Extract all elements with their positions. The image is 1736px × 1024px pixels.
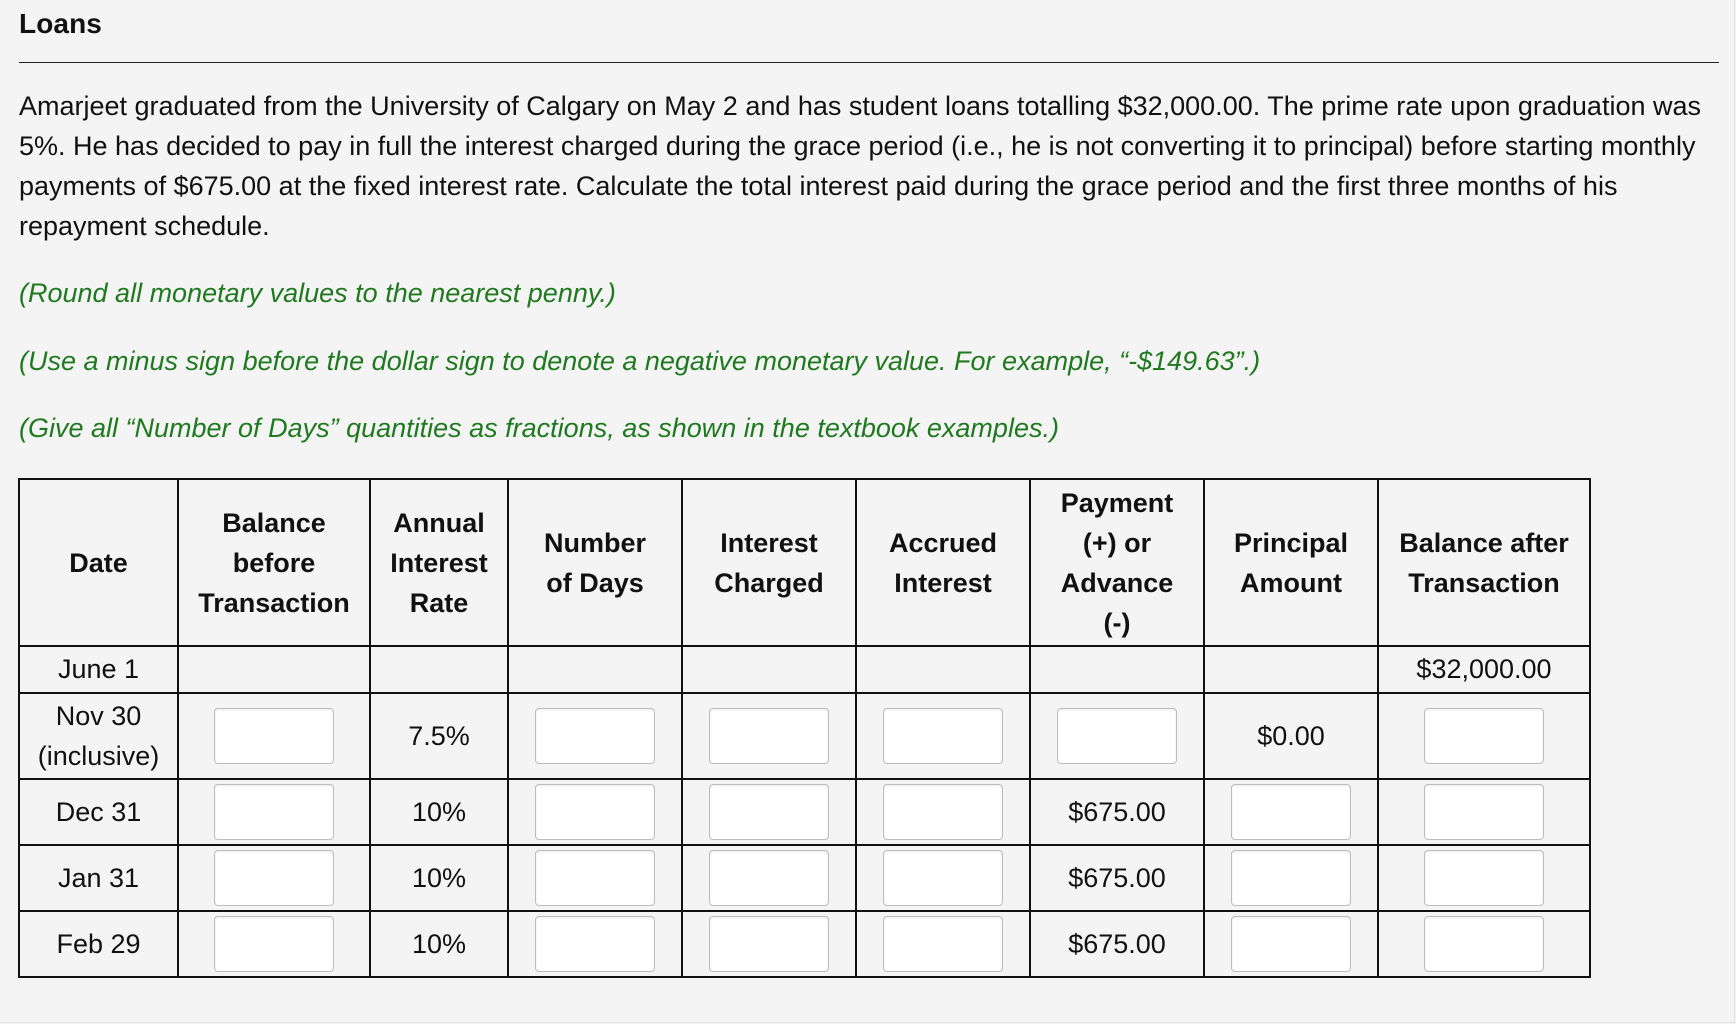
number-of-days-cell [508,693,682,779]
number-of-days-input[interactable] [535,784,655,840]
empty-cell [178,646,370,693]
row-payment: $675.00 [1030,911,1204,977]
principal-amount-cell [1204,779,1378,845]
minus-sign-note: (Use a minus sign before the dollar sign to denote a negative monetary value. For example, “-$149.63”.) [19,346,1261,376]
row-date: Nov 30 (inclusive) [19,693,178,779]
row-date: Jan 31 [19,845,178,911]
header-payment-or-advance: Payment (+) or Advance (-) [1030,479,1204,646]
page-title: Loans [19,8,102,39]
interest-charged-cell [682,779,856,845]
payment-cell [1030,693,1204,779]
table-row [19,693,1590,779]
table-row [19,845,1590,911]
balance-after-input[interactable] [1424,850,1544,906]
interest-charged-cell [682,911,856,977]
accrued-interest-cell [856,693,1030,779]
header-number-of-days: Number of Days [508,479,682,646]
empty-cell [856,646,1030,693]
balance-before-cell [178,779,370,845]
row-payment: $675.00 [1030,779,1204,845]
balance-before-input[interactable] [214,850,334,906]
header-annual-interest-rate: Annual Interest Rate [370,479,508,646]
row-date: Feb 29 [19,911,178,977]
number-of-days-input[interactable] [535,916,655,972]
header-accrued-interest: Accrued Interest [856,479,1030,646]
number-of-days-cell [508,845,682,911]
empty-cell [682,646,856,693]
balance-before-input[interactable] [214,916,334,972]
table-header-row [19,479,1590,646]
row-payment: $675.00 [1030,845,1204,911]
interest-charged-input[interactable] [709,850,829,906]
balance-after-cell [1378,779,1590,845]
interest-charged-input[interactable] [709,916,829,972]
balance-before-cell [178,845,370,911]
principal-amount-input[interactable] [1231,784,1351,840]
title-divider [19,62,1719,63]
accrued-interest-input[interactable] [883,784,1003,840]
balance-after-input[interactable] [1424,916,1544,972]
principal-amount-cell [1204,911,1378,977]
empty-cell [1204,646,1378,693]
table-row [19,911,1590,977]
empty-cell [370,646,508,693]
accrued-interest-cell [856,845,1030,911]
interest-charged-input[interactable] [709,784,829,840]
row-annual-rate: 10% [370,845,508,911]
balance-after-cell [1378,845,1590,911]
header-principal-amount: Principal Amount [1204,479,1378,646]
table-row [19,779,1590,845]
header-date: Date [19,479,178,646]
balance-after-cell [1378,911,1590,977]
row-date: June 1 [19,646,178,693]
row-balance-after: $32,000.00 [1378,646,1590,693]
number-of-days-cell [508,911,682,977]
balance-before-input[interactable] [214,784,334,840]
payment-input[interactable] [1057,708,1177,764]
number-of-days-input[interactable] [535,850,655,906]
header-interest-charged: Interest Charged [682,479,856,646]
balance-after-input[interactable] [1424,708,1544,764]
accrued-interest-input[interactable] [883,850,1003,906]
principal-amount-input[interactable] [1231,916,1351,972]
loan-schedule-table [18,478,1591,978]
accrued-interest-input[interactable] [883,916,1003,972]
principal-amount-cell [1204,845,1378,911]
balance-before-cell [178,693,370,779]
balance-before-cell [178,911,370,977]
row-principal-amount: $0.00 [1204,693,1378,779]
header-balance-before: Balance before Transaction [178,479,370,646]
table-row [19,646,1590,693]
accrued-interest-cell [856,779,1030,845]
rounding-note: (Round all monetary values to the nearest penny.) [19,278,616,308]
row-date: Dec 31 [19,779,178,845]
number-of-days-cell [508,779,682,845]
number-of-days-note: (Give all “Number of Days” quantities as fractions, as shown in the textbook examples.) [19,413,1059,443]
row-annual-rate: 10% [370,779,508,845]
header-balance-after: Balance after Transaction [1378,479,1590,646]
principal-amount-input[interactable] [1231,850,1351,906]
balance-after-cell [1378,693,1590,779]
number-of-days-input[interactable] [535,708,655,764]
interest-charged-cell [682,693,856,779]
accrued-interest-cell [856,911,1030,977]
interest-charged-cell [682,845,856,911]
row-annual-rate: 7.5% [370,693,508,779]
accrued-interest-input[interactable] [883,708,1003,764]
empty-cell [1030,646,1204,693]
balance-after-input[interactable] [1424,784,1544,840]
interest-charged-input[interactable] [709,708,829,764]
empty-cell [508,646,682,693]
row-annual-rate: 10% [370,911,508,977]
problem-statement: Amarjeet graduated from the University of Calgary on May 2 and has student loans totalling $32,000.00. The prime rate upon graduation was 5%. He has decided to pay in full the interest charged during the grace period (i.e., he is not converting it to principal) before starting monthly payments of $675.00 at the fixed interest rate. Calculate the total interest paid during the grace period and the first three months of his repayment schedule. [19,91,1701,241]
balance-before-input[interactable] [214,708,334,764]
